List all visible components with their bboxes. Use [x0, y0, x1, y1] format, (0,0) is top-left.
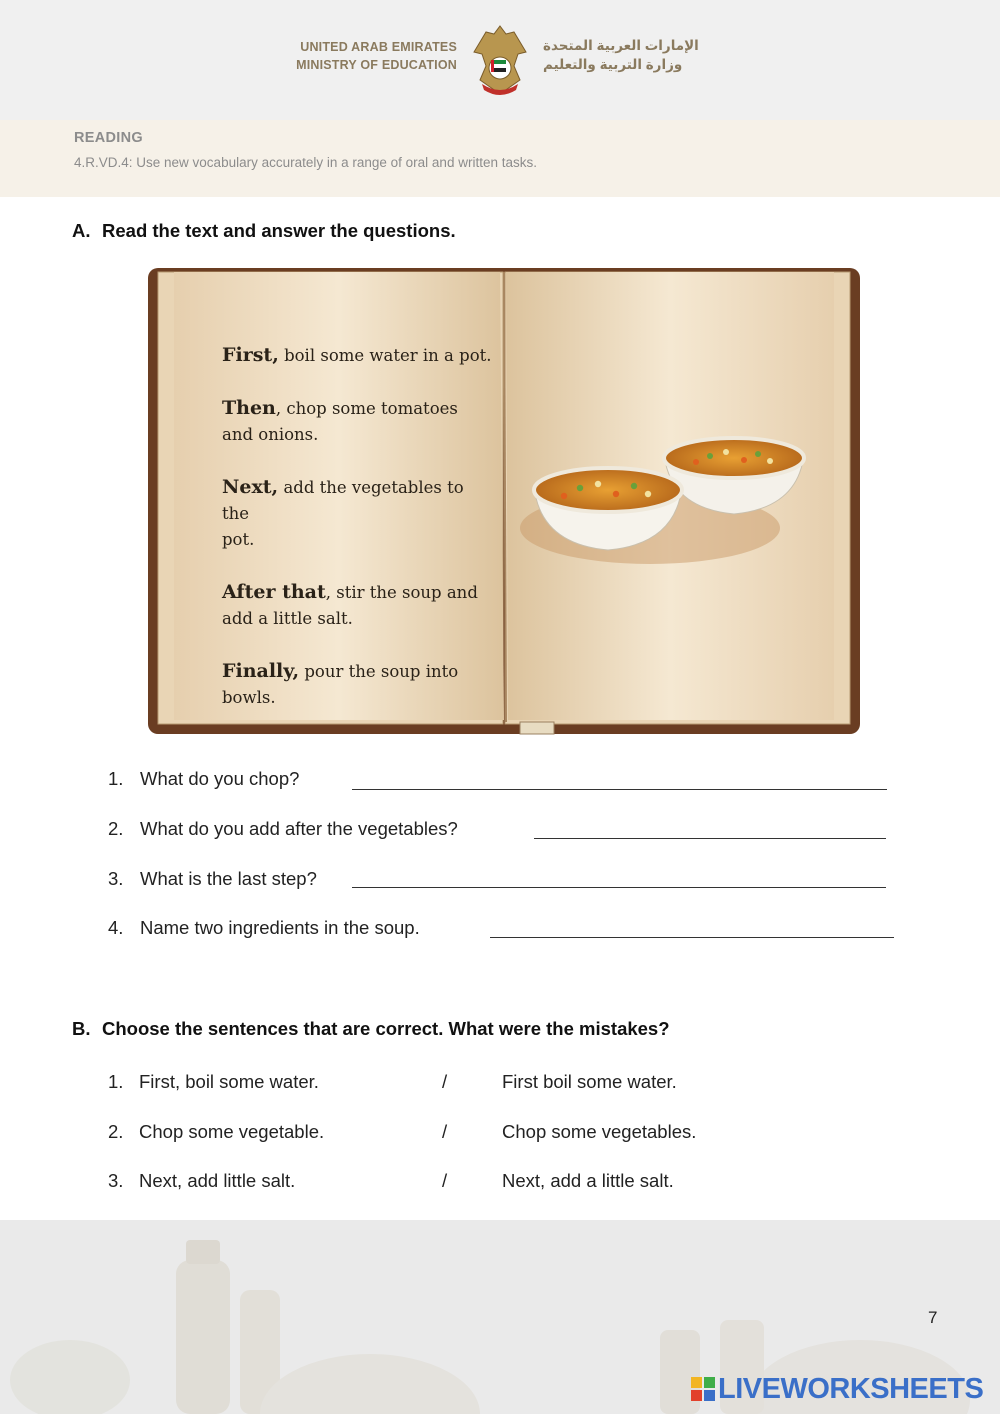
choice-option-a[interactable]: First, boil some water.	[139, 1071, 319, 1092]
choice-option-a[interactable]: Next, add little salt.	[139, 1170, 296, 1191]
section-a-label: A.	[72, 220, 91, 241]
question-3: 3. What is the last step?	[108, 868, 317, 889]
skill-title: READING	[74, 130, 143, 146]
recipe-step: Finally, pour the soup into bowls.	[222, 660, 459, 707]
uae-emblem-icon	[470, 22, 530, 98]
choice-row-2: 2. Chop some vegetable. / Chop some vegetables.	[108, 1121, 697, 1142]
ministry-ar-line1: الإمارات العربية المتحدة	[543, 38, 699, 53]
section-b-title: Choose the sentences that are correct. What were the mistakes?	[102, 1018, 670, 1039]
section-b-heading	[72, 1018, 670, 1040]
section-a-heading	[72, 220, 456, 242]
brand-name: LIVEWORKSHEETS	[718, 1372, 984, 1405]
question-1: 1. What do you chop?	[108, 768, 300, 789]
ministry-ar-line2: وزارة التربية والتعليم	[543, 57, 683, 72]
choice-row-1: 1. First, boil some water. / First boil some water.	[108, 1071, 677, 1092]
liveworksheets-brand[interactable]	[690, 1372, 983, 1406]
skill-standard: 4.R.VD.4: Use new vocabulary accurately in a range of oral and written tasks.	[74, 155, 537, 170]
choice-row-3: 3. Next, add little salt. / Next, add a little salt.	[108, 1170, 674, 1191]
ministry-en-line2: MINISTRY OF EDUCATION	[296, 58, 457, 72]
ministry-name-ar	[543, 36, 699, 74]
answer-line-1[interactable]	[352, 789, 887, 790]
choice-option-b[interactable]: Chop some vegetables.	[502, 1121, 697, 1142]
question-4: 4. Name two ingredients in the soup.	[108, 917, 420, 938]
choice-option-a[interactable]: Chop some vegetable.	[139, 1121, 325, 1142]
question-2: 2. What do you add after the vegetables?	[108, 818, 458, 839]
ministry-en-line1: UNITED ARAB EMIRATES	[300, 40, 457, 54]
recipe-step: After that, stir the soup and add a little salt.	[222, 581, 478, 628]
recipe-steps	[222, 342, 492, 711]
liveworksheets-logo-icon	[690, 1376, 716, 1402]
answer-line-3[interactable]	[352, 887, 886, 888]
recipe-step: First, boil some water in a pot.	[222, 344, 492, 366]
recipe-step: Next, add the vegetables to the pot.	[222, 476, 464, 549]
section-b-label: B.	[72, 1018, 91, 1039]
choice-option-b[interactable]: Next, add a little salt.	[502, 1170, 674, 1191]
ministry-name-en	[296, 38, 457, 74]
choice-option-b[interactable]: First boil some water.	[502, 1071, 677, 1092]
answer-line-4[interactable]	[490, 937, 894, 938]
page-number: 7	[928, 1308, 938, 1327]
answer-line-2[interactable]	[534, 838, 886, 839]
recipe-step: Then, chop some tomatoes and onions.	[222, 397, 458, 444]
section-a-title: Read the text and answer the questions.	[102, 220, 456, 241]
